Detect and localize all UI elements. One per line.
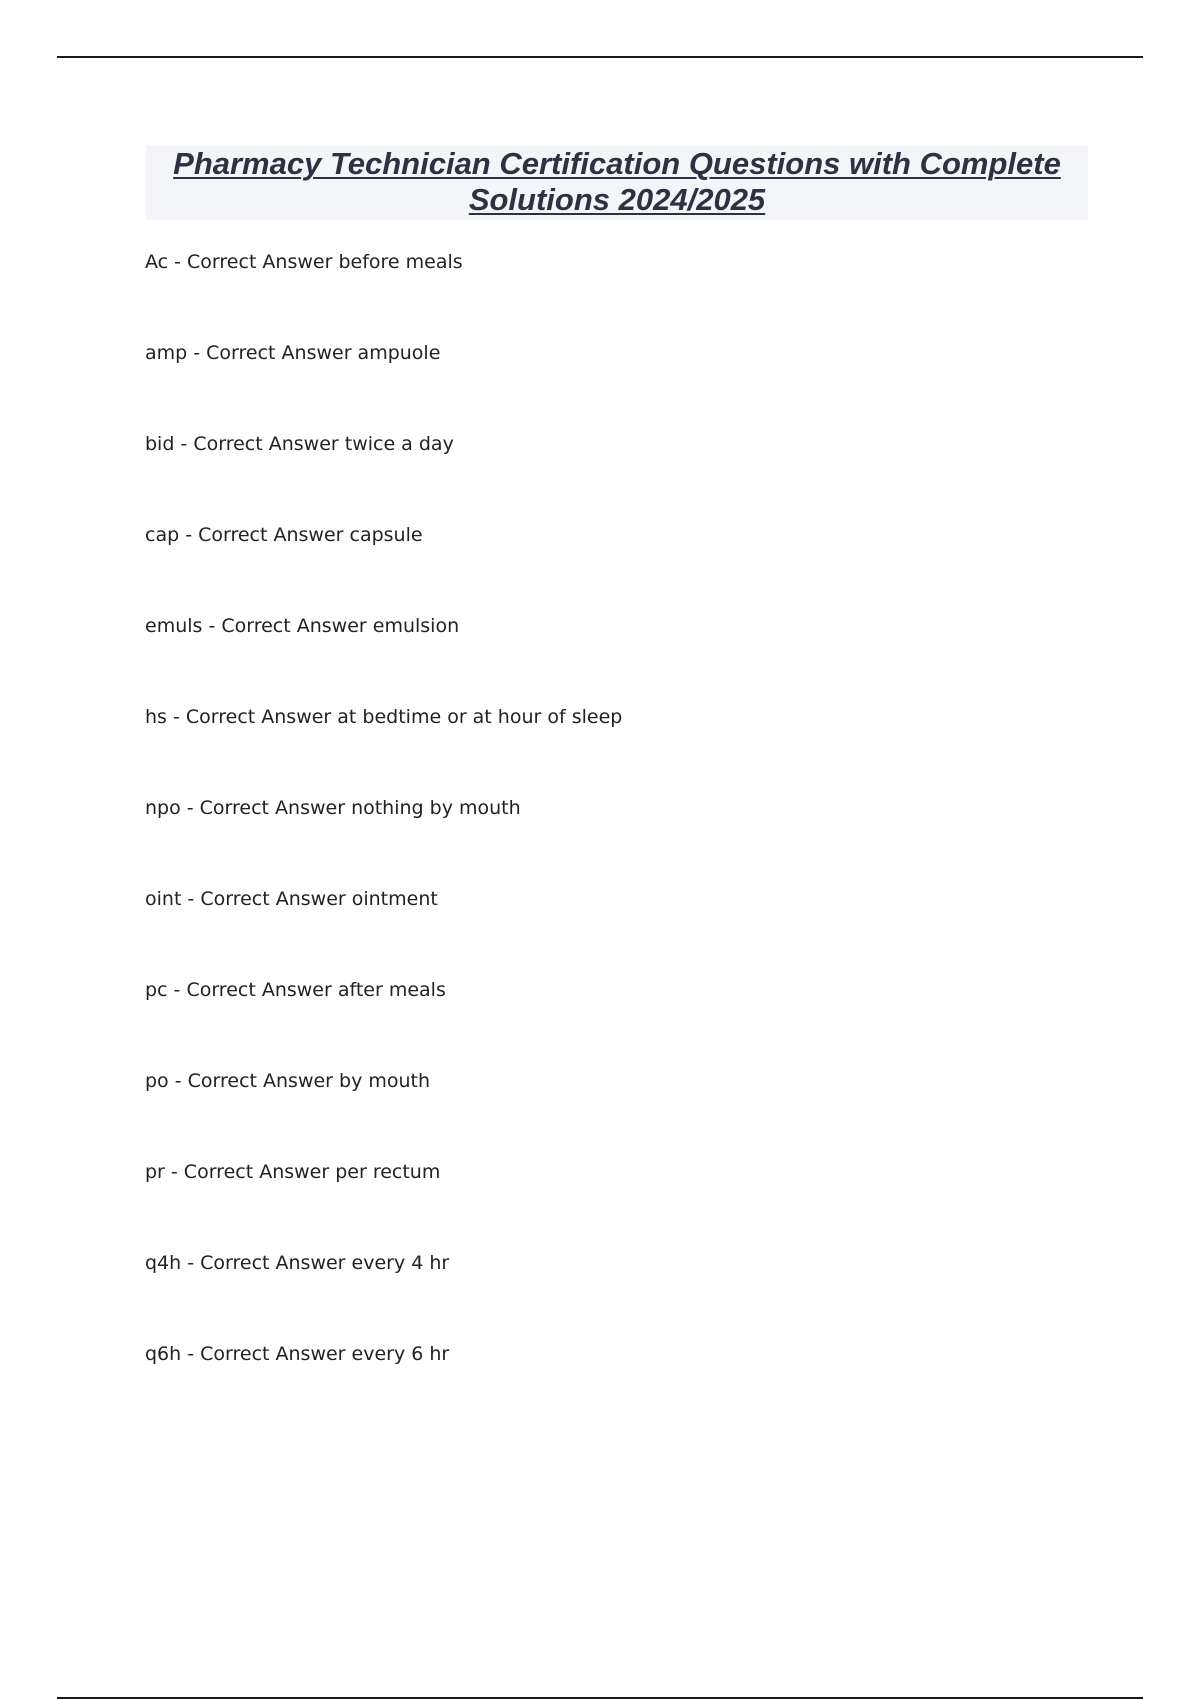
flashcard-entry: Ac - Correct Answer before meals [145,251,463,273]
flashcard-entry: bid - Correct Answer twice a day [145,433,454,455]
flashcard-entry: oint - Correct Answer ointment [145,888,438,910]
page-header-rule [57,56,1143,58]
flashcard-list [145,250,622,1433]
flashcard-entry: npo - Correct Answer nothing by mouth [145,797,521,819]
page-footer-rule [57,1697,1143,1699]
flashcard-entry: emuls - Correct Answer emulsion [145,615,460,637]
flashcard-entry: pr - Correct Answer per rectum [145,1161,441,1183]
document-title: Pharmacy Technician Certification Questions with Complete Solutions 2024/2025 [173,146,1061,217]
flashcard-entry: q4h - Correct Answer every 4 hr [145,1252,450,1274]
flashcard-entry: q6h - Correct Answer every 6 hr [145,1343,450,1365]
flashcard-entry: cap - Correct Answer capsule [145,524,423,546]
flashcard-entry: hs - Correct Answer at bedtime or at hour of sleep [145,706,623,728]
flashcard-entry: pc - Correct Answer after meals [145,979,446,1001]
flashcard-entry: po - Correct Answer by mouth [145,1070,431,1092]
flashcard-entry: amp - Correct Answer ampuole [145,342,441,364]
